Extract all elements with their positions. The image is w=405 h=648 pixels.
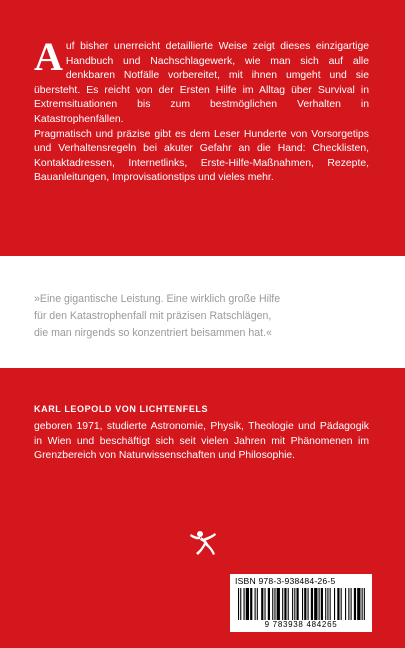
quote-line-3: die man nirgends so konzentriert beisammen hat.«: [34, 327, 272, 339]
barcode-bar: [314, 588, 317, 620]
barcode-bar: [345, 588, 346, 620]
leaping-figure-icon: [188, 528, 218, 558]
barcode-bar: [357, 588, 360, 620]
blurb-paragraph-1: [34, 34, 369, 128]
author-bio: geboren 1971, studierte Astronomie, Physik, Theologie und Pädagogik in Wien und beschäftigt sich seit vielen Jahren mit Phänomenen im Grenzbereich von Naturwissenschaften und Philosophie.: [34, 421, 369, 462]
barcode-bar: [294, 588, 295, 620]
barcode-bar: [325, 588, 326, 620]
barcode-bar: [327, 588, 328, 620]
barcode-bar: [261, 588, 263, 620]
barcode-bar: [319, 588, 320, 620]
barcode-bar: [334, 588, 335, 620]
blurb-text: [34, 34, 369, 186]
barcode-bar: [337, 588, 339, 620]
barcode-bar: [272, 588, 273, 620]
quote-line-1: »Eine gigantische Leistung. Eine wirklich große Hilfe: [34, 293, 281, 305]
barcode-bar: [274, 588, 275, 620]
barcode-bar: [284, 588, 286, 620]
barcode-bar: [288, 588, 289, 620]
barcode-bar: [244, 588, 245, 620]
barcode-bar: [296, 588, 298, 620]
dropcap-letter: A: [34, 34, 63, 79]
author-name: KARL LEOPOLD VON LICHTENFELS: [34, 404, 209, 414]
barcode-bar: [240, 588, 241, 620]
quote-line-2: für den Katastrophenfall mit präzisen Ratschlägen,: [34, 310, 272, 322]
barcode: [230, 574, 372, 632]
barcode-bar: [238, 588, 239, 620]
barcode-bar: [268, 588, 270, 620]
barcode-bar: [282, 588, 283, 620]
barcode-bar: [246, 588, 249, 620]
barcode-bar: [330, 588, 331, 620]
barcode-bar: [257, 588, 258, 620]
barcode-bar: [292, 588, 293, 620]
barcode-bar: [362, 588, 363, 620]
barcode-bar: [264, 588, 265, 620]
barcode-bar: [354, 588, 356, 620]
blurb-paragraph-2: Pragmatisch und präzise gibt es dem Leser Hunderte von Vorsorgetips und Verhaltensregeln bei akuter Gefahr an die Hand: Checklisten, Kontaktadressen, Internetlinks, Erste-Hilfe-Maßnahmen, Rezepte, Bauanleitungen, Improvisationstips und vieles mehr.: [34, 128, 369, 184]
barcode-bar: [321, 588, 323, 620]
barcode-bar: [255, 588, 256, 620]
barcode-bar: [364, 588, 365, 620]
barcode-bar: [308, 588, 309, 620]
blurb-paragraph-1-text: uf bisher unerreicht detaillierte Weise zeigt dieses einzigartige Handbuch und Nachschlagewerk, wie man sich auf alle denkbaren Notfälle vorbereitet, mit ihnen umgeht und sie übersteht. Es reicht von der Ersten Hilfe im Alltag über Survival in Extremsituationen bis zum bestmöglichen Verhalten in Katastrophenfällen.: [34, 41, 369, 125]
barcode-bar: [250, 588, 252, 620]
isbn-label: ISBN 978-3-938484-26-5: [235, 576, 336, 586]
barcode-bar: [341, 588, 342, 620]
barcode-bar: [311, 588, 313, 620]
barcode-bars: [238, 588, 366, 620]
barcode-digits: 9 783938 484265: [264, 620, 338, 629]
barcode-bar: [351, 588, 352, 620]
barcode-bar: [348, 588, 349, 620]
barcode-bar: [304, 588, 306, 620]
review-quote: [34, 291, 379, 342]
barcode-bar: [277, 588, 280, 620]
barcode-bar: [302, 588, 303, 620]
